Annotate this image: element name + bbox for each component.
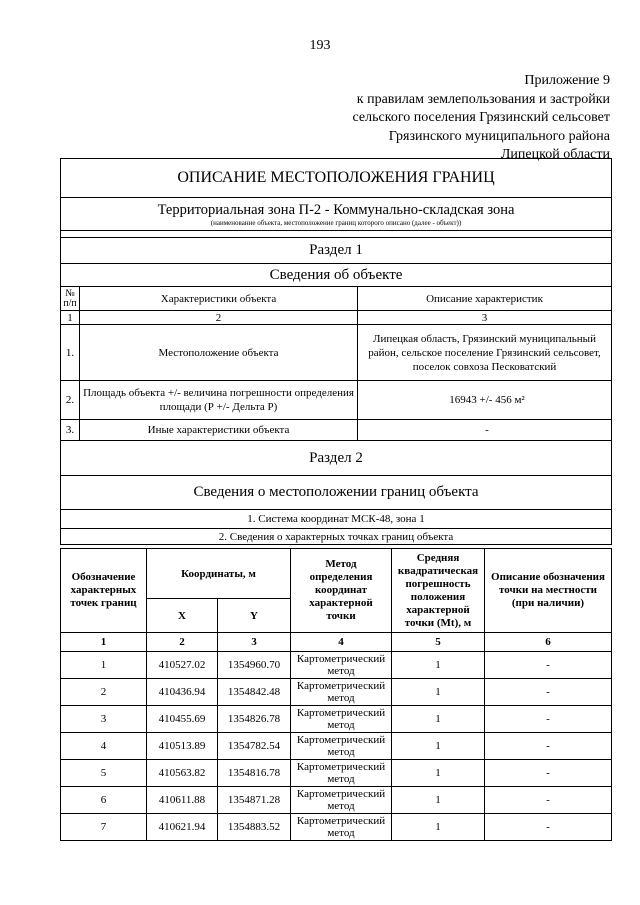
point-y: 1354842.48: [218, 679, 291, 706]
row-value: Липецкая область, Грязинский муниципальный район, сельское поселение Грязинский сельсовет, поселок совхоза Песковатский: [358, 325, 612, 381]
point-number: 4: [61, 733, 147, 760]
point-mt: 1: [392, 679, 485, 706]
zone-name: Территориальная зона П-2 - Коммунально-складская зона: [61, 198, 612, 220]
section-2-heading: Раздел 2: [61, 441, 612, 476]
point-desc: -: [485, 706, 612, 733]
point-method: Картометрический метод: [291, 706, 392, 733]
point-method: Картометрический метод: [291, 679, 392, 706]
method-header: Метод определения координат характерной точки: [291, 549, 392, 633]
point-desc: -: [485, 679, 612, 706]
point-mt: 1: [392, 814, 485, 841]
point-number: 7: [61, 814, 147, 841]
col-index: 3: [358, 311, 612, 325]
point-method: Картометрический метод: [291, 787, 392, 814]
appendix-line: Приложение 9: [524, 73, 610, 88]
description-header: Описание характеристик: [358, 287, 612, 311]
point-desc: -: [485, 733, 612, 760]
point-x: 410563.82: [147, 760, 218, 787]
point-x: 410455.69: [147, 706, 218, 733]
appendix-line: Липецкой области: [500, 147, 610, 162]
point-y: 1354960.70: [218, 652, 291, 679]
point-desc: -: [485, 814, 612, 841]
point-desc: -: [485, 787, 612, 814]
row-value: 16943 +/- 456 м²: [358, 381, 612, 420]
point-y: 1354782.54: [218, 733, 291, 760]
page-number: 193: [309, 38, 331, 53]
point-x: 410436.94: [147, 679, 218, 706]
num-header: № п/п: [61, 287, 80, 311]
row-name: Иные характеристики объекта: [80, 420, 358, 441]
section-1-title: Сведения об объекте: [61, 264, 612, 287]
spacer-row: [61, 231, 612, 238]
col-index: 6: [485, 633, 612, 652]
point-method: Картометрический метод: [291, 652, 392, 679]
point-mt: 1: [392, 760, 485, 787]
col-index: 5: [392, 633, 485, 652]
point-method: Картометрический метод: [291, 760, 392, 787]
point-number: 2: [61, 679, 147, 706]
y-header: Y: [218, 599, 291, 633]
row-num: 2.: [61, 381, 80, 420]
appendix-line: Грязинского муниципального района: [388, 128, 610, 144]
point-mt: 1: [392, 787, 485, 814]
row-num: 3.: [61, 420, 80, 441]
col-index: 2: [147, 633, 218, 652]
error-header: Средняя квадратическая погрешность положения характерной точки (Mt), м: [392, 549, 485, 633]
point-mt: 1: [392, 652, 485, 679]
point-desc: -: [485, 760, 612, 787]
x-header: X: [147, 599, 218, 633]
designation-header: Обозначение характерных точек границ: [61, 549, 147, 633]
col-index: 1: [61, 311, 80, 325]
point-desc: -: [485, 652, 612, 679]
boundary-points-table: [60, 548, 612, 841]
col-index: 3: [218, 633, 291, 652]
point-x: 410611.88: [147, 787, 218, 814]
appendix-line: сельского поселения Грязинский сельсовет: [352, 110, 610, 125]
zone-note: (наименование объекта, местоположение границ которого описано (далее - объект)): [61, 219, 612, 231]
object-description-table: [60, 158, 612, 545]
col-index: 4: [291, 633, 392, 652]
row-value: -: [358, 420, 612, 441]
document-title: ОПИСАНИЕ МЕСТОПОЛОЖЕНИЯ ГРАНИЦ: [61, 159, 612, 198]
row-name: Местоположение объекта: [80, 325, 358, 381]
col-index: 1: [61, 633, 147, 652]
coords-header: Координаты, м: [147, 549, 291, 599]
section-1-heading: Раздел 1: [61, 238, 612, 264]
point-mt: 1: [392, 706, 485, 733]
point-y: 1354816.78: [218, 760, 291, 787]
point-method: Картометрический метод: [291, 814, 392, 841]
coordinate-system: 1. Система координат МСК-48, зона 1: [61, 510, 612, 529]
section-2-title: Сведения о местоположении границ объекта: [61, 476, 612, 510]
point-y: 1354871.28: [218, 787, 291, 814]
point-number: 6: [61, 787, 147, 814]
point-y: 1354883.52: [218, 814, 291, 841]
row-name: Площадь объекта +/- величина погрешности определения площади (Р +/- Дельта Р): [80, 381, 358, 420]
row-num: 1.: [61, 325, 80, 381]
point-method: Картометрический метод: [291, 733, 392, 760]
point-number: 3: [61, 706, 147, 733]
point-x: 410621.94: [147, 814, 218, 841]
point-x: 410513.89: [147, 733, 218, 760]
col-index: 2: [80, 311, 358, 325]
characteristics-header: Характеристики объекта: [80, 287, 358, 311]
point-number: 1: [61, 652, 147, 679]
point-mt: 1: [392, 733, 485, 760]
point-description-header: Описание обозначения точки на местности (при наличии): [485, 549, 612, 633]
point-y: 1354826.78: [218, 706, 291, 733]
point-number: 5: [61, 760, 147, 787]
point-x: 410527.02: [147, 652, 218, 679]
appendix-line: к правилам землепользования и застройки: [356, 91, 610, 107]
appendix-note: [353, 72, 610, 165]
points-label: 2. Сведения о характерных точках границ объекта: [61, 529, 612, 545]
